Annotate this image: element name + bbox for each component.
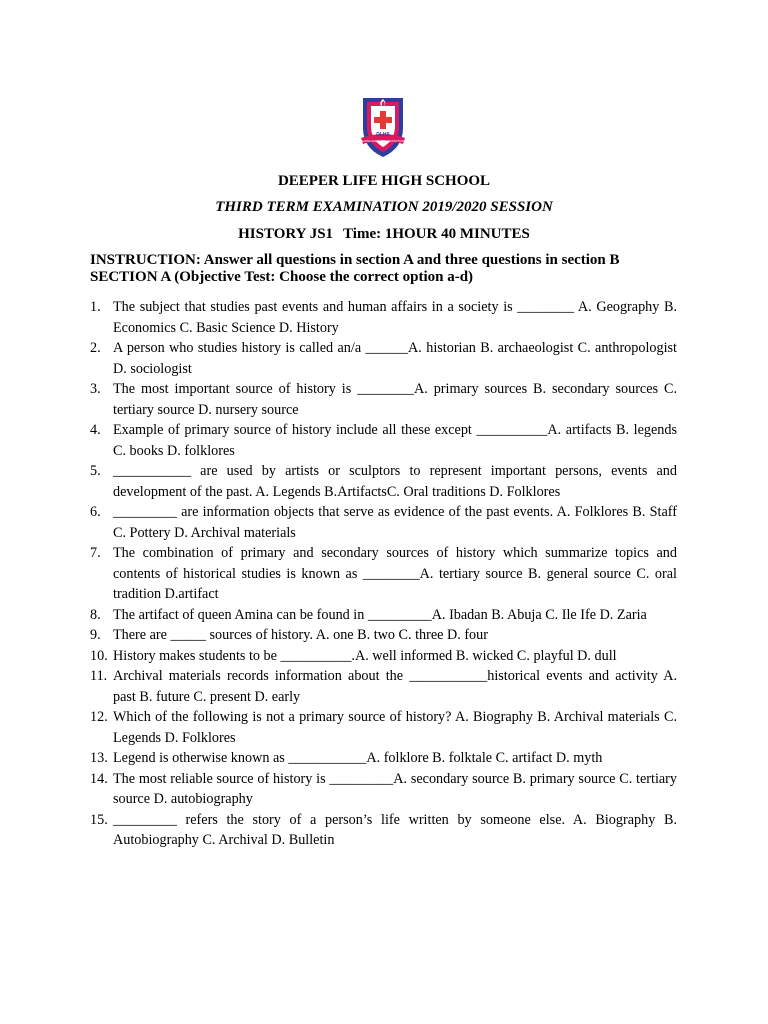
question-item xyxy=(90,605,677,626)
question-number: 9. xyxy=(90,627,101,643)
question-text: Which of the following is not a primary source of history? A. Biography B. Archival materials C. Legends D. Folklores xyxy=(113,709,677,746)
section-a-heading: SECTION A (Objective Test: Choose the correct option a-d) xyxy=(90,269,474,285)
exam-title: THIRD TERM EXAMINATION 2019/2020 SESSION xyxy=(215,199,553,215)
question-number: 15. xyxy=(90,811,108,828)
question-number: 12. xyxy=(90,709,108,725)
question-number: 10. xyxy=(90,647,108,664)
subject-name: HISTORY JS1 xyxy=(238,226,334,242)
question-item xyxy=(90,420,677,461)
school-crest-icon xyxy=(357,94,409,160)
question-item xyxy=(90,769,677,810)
question-item xyxy=(90,338,677,379)
question-text: The subject that studies past events and human affairs in a society is ________ A. Geography B. Economics C. Basic Science D. History xyxy=(113,299,677,336)
question-number: 8. xyxy=(90,606,101,623)
question-item xyxy=(90,810,677,851)
question-item xyxy=(90,646,677,667)
instruction-text: INSTRUCTION: Answer all questions in section A and three questions in section B xyxy=(90,252,620,268)
question-number: 3. xyxy=(90,381,101,397)
question-item xyxy=(90,625,677,646)
question-text: A person who studies history is called an/a ______A. historian B. archaeologist C. anthropologist D. sociologist xyxy=(113,340,677,377)
question-list xyxy=(90,297,677,851)
question-number: 5. xyxy=(90,463,101,479)
question-number: 6. xyxy=(90,504,101,520)
question-text: Archival materials records information about the ___________historical events and activity A. past B. future C. present D. early xyxy=(113,668,677,705)
question-text: The artifact of queen Amina can be found in _________A. Ibadan B. Abuja C. Ile Ife D. Zaria xyxy=(113,606,647,623)
question-number: 2. xyxy=(90,340,101,356)
exam-duration: Time: 1HOUR 40 MINUTES xyxy=(343,226,530,242)
question-item xyxy=(90,748,677,769)
question-number: 14. xyxy=(90,770,108,787)
question-item xyxy=(90,666,677,707)
question-item xyxy=(90,543,677,605)
question-item xyxy=(90,461,677,502)
question-text: ___________ are used by artists or sculptors to represent important persons, events and development of the past. A. Legends B.ArtifactsC. Oral traditions D. Folklores xyxy=(113,463,677,500)
school-name: DEEPER LIFE HIGH SCHOOL xyxy=(277,173,491,189)
question-text: History makes students to be __________.A. well informed B. wicked C. playful D. dull xyxy=(113,647,617,664)
question-item xyxy=(90,707,677,748)
question-text: Legend is otherwise known as ___________A. folklore B. folktale C. artifact D. myth xyxy=(113,750,603,766)
question-text: Example of primary source of history include all these except __________A. artifacts B. legends C. books D. folklores xyxy=(113,422,677,459)
question-text: The most important source of history is ________A. primary sources B. secondary sources C. tertiary source D. nursery source xyxy=(113,381,677,418)
question-text: The combination of primary and secondary sources of history which summarize topics and contents of historical studies is known as ________A. tertiary source B. general source C. oral tradition D.artifact xyxy=(113,545,677,602)
question-number: 4. xyxy=(90,422,101,438)
question-text: _________ refers the story of a person’s life written by someone else. A. Biography B. Autobiography C. Archival D. Bulletin xyxy=(113,811,677,848)
subject-line xyxy=(0,225,768,243)
question-text: There are _____ sources of history. A. one B. two C. three D. four xyxy=(113,627,488,643)
question-text: _________ are information objects that serve as evidence of the past events. A. Folklores B. Staff C. Pottery D. Archival materials xyxy=(113,504,677,541)
question-number: 11. xyxy=(90,668,108,684)
question-text: The most reliable source of history is _________A. secondary source B. primary source C. tertiary source D. autobiography xyxy=(113,770,677,807)
question-item xyxy=(90,379,677,420)
question-number: 1. xyxy=(90,299,101,315)
question-item xyxy=(90,502,677,543)
question-number: 7. xyxy=(90,545,101,561)
logo-banner-text: DLHS xyxy=(376,132,390,138)
question-item xyxy=(90,297,677,338)
logo-motto-text: EXCELLENCE WITH DISTINCTION xyxy=(362,140,404,143)
question-number: 13. xyxy=(90,750,108,766)
